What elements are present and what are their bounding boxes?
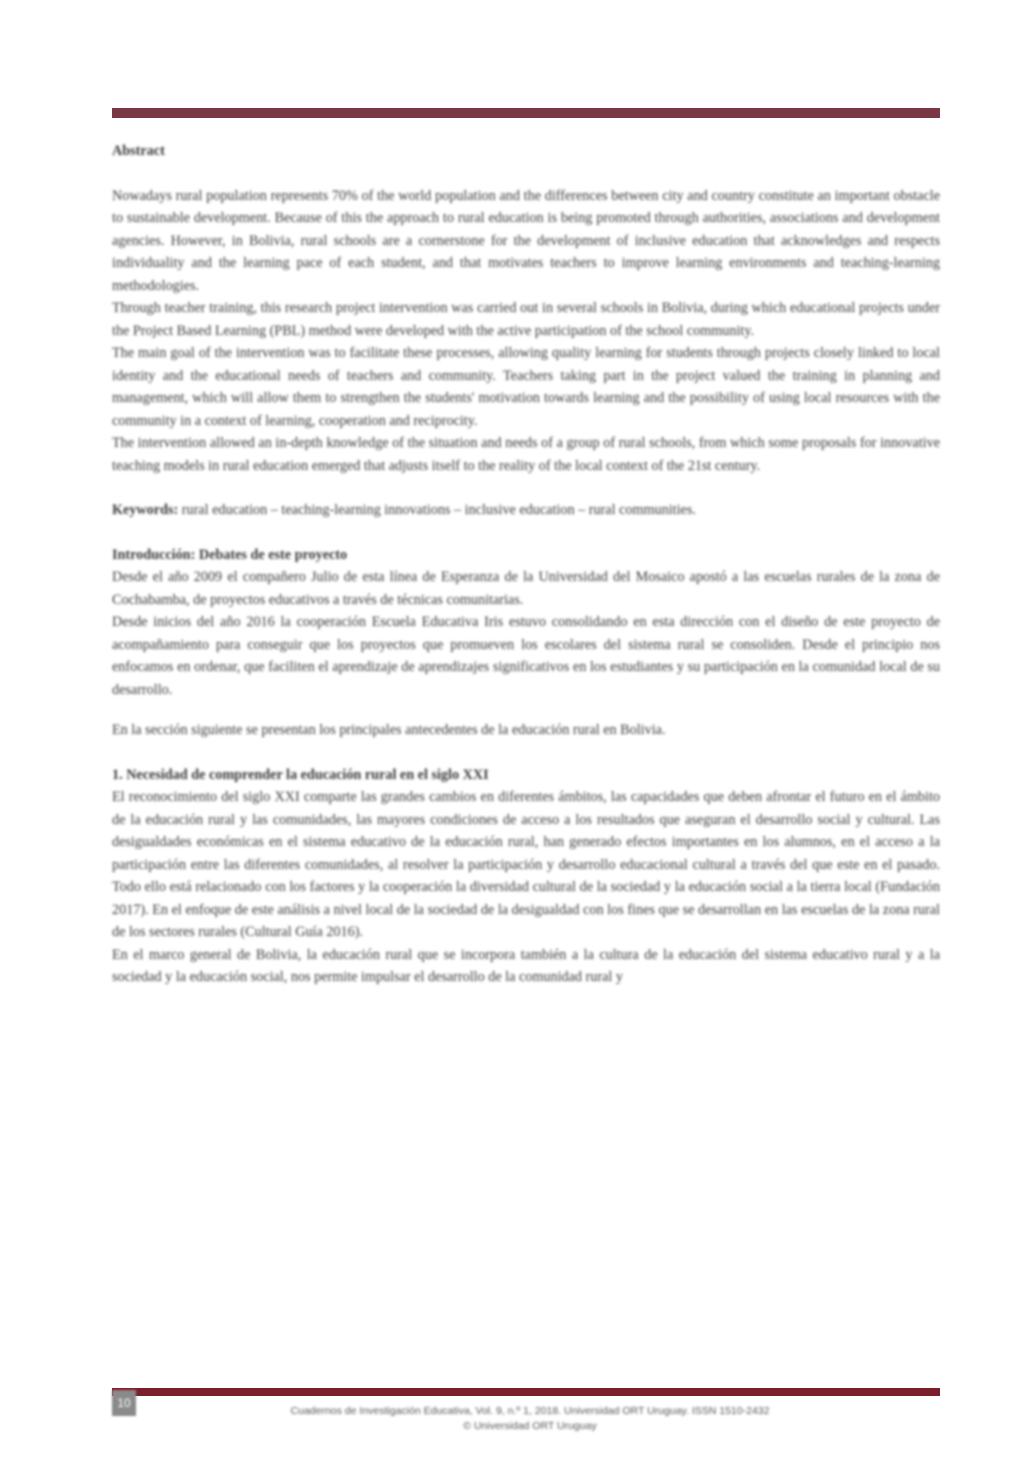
footer-line: © Universidad ORT Uruguay (463, 1420, 597, 1432)
section-1-heading: 1. Necesidad de comprender la educación rural en el siglo XXI (112, 766, 489, 783)
abstract-heading: Abstract (112, 143, 165, 159)
header-rule (112, 108, 940, 118)
footer-line: Cuadernos de Investigación Educativa, Vol. 9, n.º 1, 2018. Universidad ORT Uruguay. ISSN 1510-2432 (290, 1405, 770, 1417)
footer-citation (140, 1404, 920, 1434)
section-1-paragraph: El reconocimiento del siglo XXI comparte las grandes cambios en diferentes ámbitos, las capacidades que deben afrontar el futuro en el ámbito de la educación rural y las comunidades, las mayores condiciones de acceso a los resultados que aseguran el desarrollo social y cultural. Las desigualdades económicas en el sistema educativo de la educación rural, han generado efectos importantes en los alumnos, en el acceso a la participación entre las diferentes comunidades, al resolver la participación y desarrollo educacional cultural a través del que este en el pasado. Todo ello está relacionado con los factores y la cooperación la diversidad cultural de la sociedad y la educación social a la tierra local (Fundación 2017). En el enfoque de este análisis a nivel local de la sociedad de la desigualdad con los fines que se desarrollan en las escuelas de la zona rural de los sectores rurales (Cultural Guía 2016). (112, 789, 940, 940)
keywords (112, 499, 940, 522)
page-number: 10 (112, 1390, 136, 1416)
introduction-paragraph: Desde el año 2009 el compañero Julio de esta línea de Esperanza de la Universidad del Mosaico apostó a las escuelas rurales de la zona de Cochabamba, de proyectos educativos a través de técnicas comunitarias. (112, 569, 940, 608)
keywords-label: Keywords: (112, 502, 179, 518)
section-1-paragraph: En el marco general de Bolivia, la educación rural que se incorpora también a la cultura de la educación del sistema educativo rural y a la sociedad y la educación social, nos permite impulsar el desarrollo de la comunidad rural y (112, 946, 940, 985)
abstract-paragraph: Through teacher training, this research project intervention was carried out in several schools in Bolivia, during which educational projects under the Project Based Learning (PBL) method were developed with the active participation of the school community. (112, 300, 940, 339)
introduction-closing: En la sección siguiente se presentan los principales antecedentes de la educación rural en Bolivia. (112, 722, 666, 738)
abstract-paragraph: The main goal of the intervention was to facilitate these processes, allowing quality learning for students through projects closely linked to local identity and the educational needs of teachers and community. Teachers taking part in the project valued the training in planning and management, which will allow them to strengthen the students' motivation towards learning and the possibility of using local resources with the community in a context of learning, cooperation and reciprocity. (112, 345, 940, 429)
page-body (112, 140, 940, 989)
abstract-paragraph: Nowadays rural population represents 70% of the world population and the differences between city and country constitute an important obstacle to sustainable development. Because of this the approach to rural education is being promoted through authorities, associations and development agencies. However, in Bolivia, rural schools are a cornerstone for the development of inclusive education that acknowledges and respects individuality and the learning pace of each student, and that motivates teachers to improve learning environments and teaching-learning methodologies. (112, 187, 940, 294)
keywords-text: rural education – teaching-learning innovations – inclusive education – rural communities. (181, 502, 696, 518)
introduction-paragraph: Desde inicios del año 2016 la cooperación Escuela Educativa Iris estuvo consolidando en esta dirección con el diseño de este proyecto de acompañamiento para conseguir que los proyectos que promueven los escolares del sistema rural se consoliden. Desde el principio nos enfocamos en ordenar, que faciliten el aprendizaje de aprendizajes significativos en los estudiantes y su participación en la comunidad local de su desarrollo. (112, 614, 940, 698)
footer-rule (112, 1388, 940, 1396)
abstract-paragraph: The intervention allowed an in-depth knowledge of the situation and needs of a group of rural schools, from which some proposals for innovative teaching models in rural education emerged that adjusts itself to the reality of the local context of the 21st century. (112, 435, 940, 474)
introduction-heading: Introducción: Debates de este proyecto (112, 546, 348, 563)
